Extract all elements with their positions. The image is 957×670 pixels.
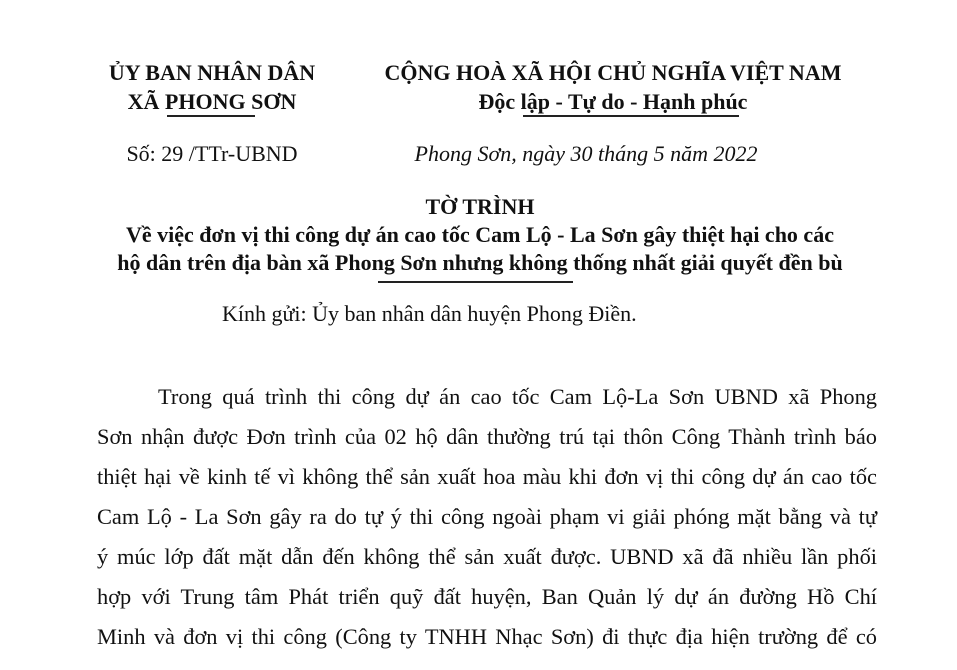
subject-line-2: hộ dân trên địa bàn xã Phong Sơn nhưng không thống nhất giải quyết đền bù	[117, 250, 843, 275]
body-line: Minh và đơn vị thi công (Công ty TNHH Nhạc Sơn) đi thực địa hiện trường để có	[97, 624, 877, 649]
body-line: ý múc lớp đất mặt dẫn đến không thể sản xuất được. UBND xã đã nhiều lần phối	[97, 544, 877, 569]
issuing-authority-block	[70, 58, 354, 116]
motto-underline	[523, 115, 739, 117]
issuing-authority-line1: ỦY BAN NHÂN DÂN	[108, 60, 316, 85]
subject-line-1: Về việc đơn vị thi công dự án cao tốc Cam Lộ - La Sơn gây thiệt hại cho các	[126, 222, 834, 247]
national-motto: Độc lập - Tự do - Hạnh phúc	[478, 89, 748, 114]
body-line: Sơn nhận được Đơn trình của 02 hộ dân thường trú tại thôn Công Thành trình báo	[97, 424, 877, 449]
body-line: hợp với Trung tâm Phát triển quỹ đất huyện, Ban Quản lý dự án đường Hồ Chí	[97, 584, 877, 609]
document-number: Số: 29 /TTr-UBND	[126, 141, 298, 166]
body-line: Cam Lộ - La Sơn gây ra do tự ý thi công ngoài phạm vi giải phóng mặt bằng và tự	[97, 504, 877, 529]
national-motto-block	[348, 58, 878, 116]
document-type-heading: TỜ TRÌNH	[425, 194, 535, 219]
body-line: thiệt hại về kinh tế vì không thể sản xuất hoa màu khi đơn vị thi công dự án cao tốc	[97, 464, 877, 489]
country-name: CỘNG HOÀ XÃ HỘI CHỦ NGHĨA VIỆT NAM	[384, 60, 842, 85]
place-date-text: Phong Sơn, ngày 30 tháng 5 năm 2022	[414, 141, 758, 166]
authority-underline	[167, 115, 255, 117]
recipient-line: Kính gửi: Ủy ban nhân dân huyện Phong Điền.	[222, 301, 637, 326]
title-underline	[378, 281, 573, 283]
document-title-block	[70, 193, 890, 277]
place-and-date	[348, 140, 934, 168]
body-paragraph	[97, 377, 877, 657]
body-line: Trong quá trình thi công dự án cao tốc Cam Lộ-La Sơn UBND xã Phong	[158, 384, 877, 409]
issuing-authority-line2: XÃ PHONG SƠN	[127, 89, 297, 114]
